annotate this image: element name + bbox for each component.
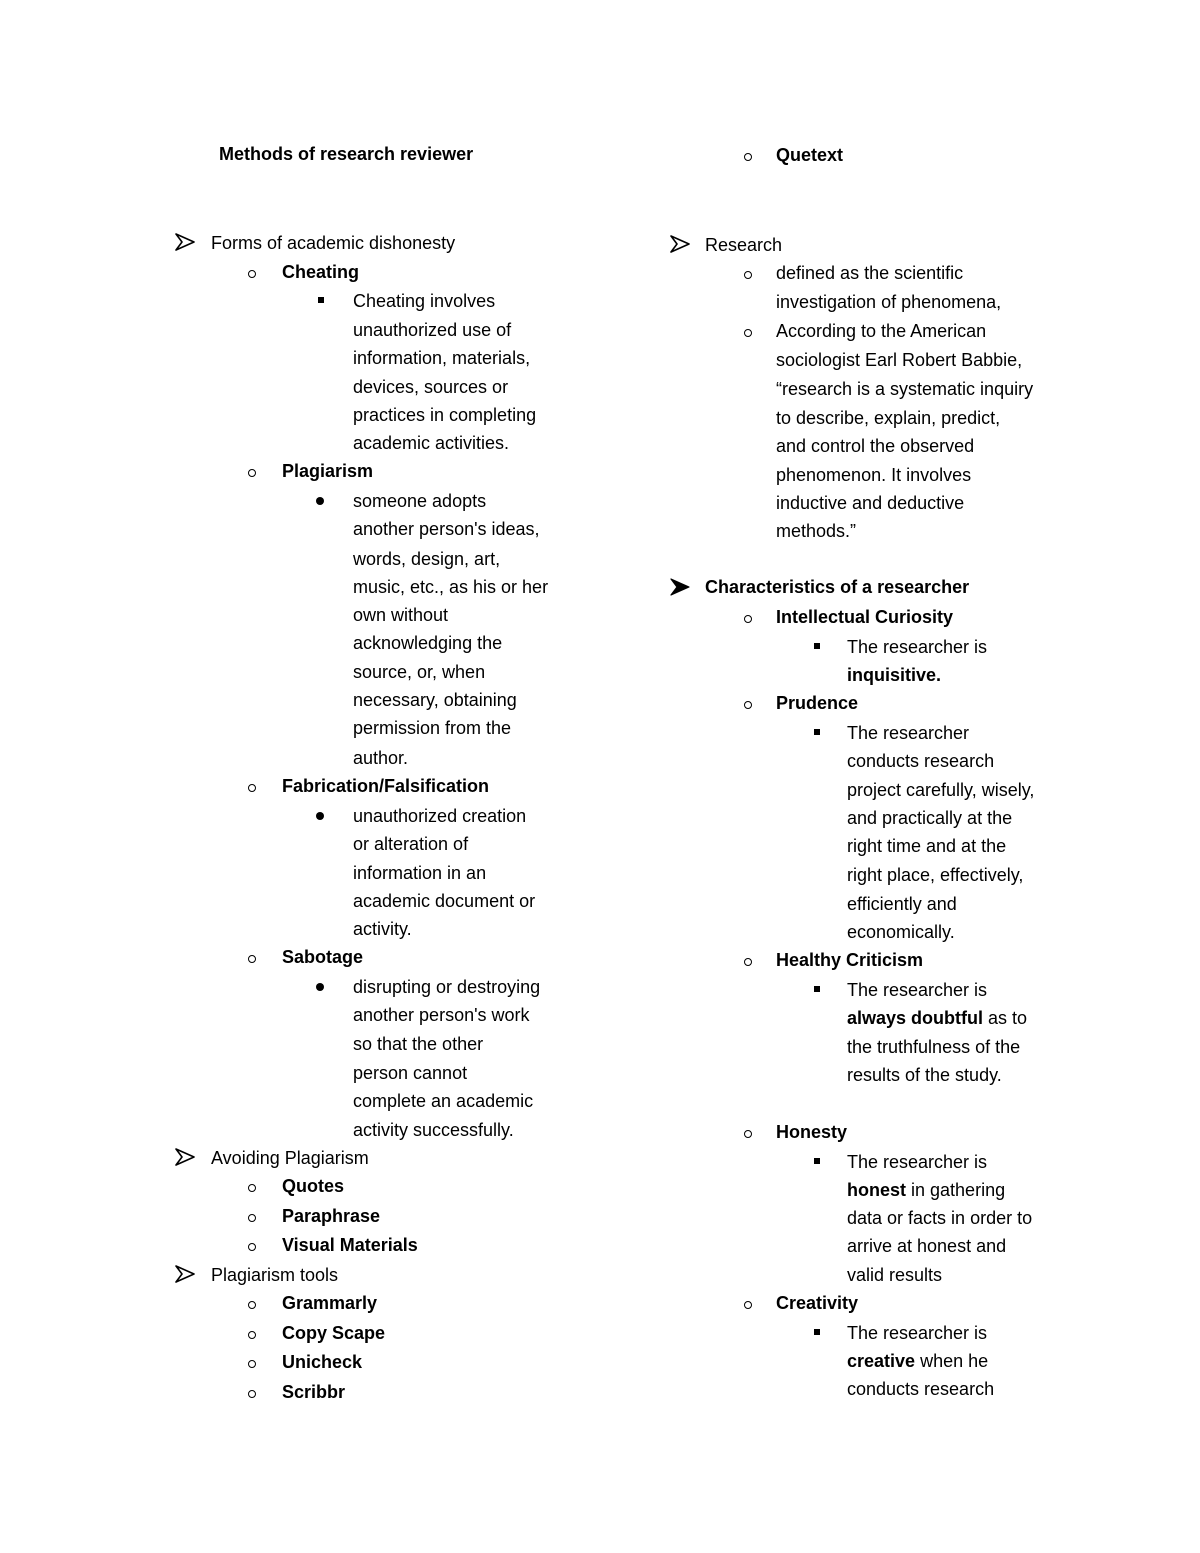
text-line: “research is a systematic inquiry bbox=[776, 379, 1034, 399]
text-line: necessary, obtaining bbox=[353, 690, 517, 710]
arrow-bullet-icon bbox=[670, 235, 690, 253]
dot-bullet-icon bbox=[316, 812, 324, 820]
circle-bullet-icon bbox=[744, 1130, 752, 1138]
list-item: Unicheck bbox=[282, 1352, 363, 1372]
square-bullet-icon bbox=[814, 1158, 820, 1164]
text-line: words, design, art, bbox=[353, 549, 501, 569]
text-line: methods.” bbox=[776, 521, 857, 541]
text-line: valid results bbox=[847, 1265, 943, 1285]
text-line: right place, effectively, bbox=[847, 865, 1024, 885]
dot-bullet-icon bbox=[316, 983, 324, 991]
arrow-bullet-icon bbox=[175, 233, 195, 251]
section-heading-research: Research bbox=[705, 235, 783, 255]
text-line: or alteration of bbox=[353, 834, 469, 854]
list-item: Quetext bbox=[776, 145, 844, 165]
section-heading-tools: Plagiarism tools bbox=[211, 1265, 339, 1285]
item-label-cheating: Cheating bbox=[282, 262, 360, 282]
circle-bullet-icon bbox=[744, 615, 752, 623]
text-line: permission from the bbox=[353, 718, 512, 738]
page-title: Methods of research reviewer bbox=[219, 144, 474, 164]
text-line: information, materials, bbox=[353, 348, 531, 368]
text-line: efficiently and bbox=[847, 894, 957, 914]
item-label-prudence: Prudence bbox=[776, 693, 859, 713]
circle-bullet-icon bbox=[248, 1331, 256, 1339]
text-line: the truthfulness of the bbox=[847, 1037, 1021, 1057]
text-line: person cannot bbox=[353, 1063, 468, 1083]
item-label-fabrication: Fabrication/Falsification bbox=[282, 776, 490, 796]
list-item: Quotes bbox=[282, 1176, 345, 1196]
list-item: Paraphrase bbox=[282, 1206, 381, 1226]
emphasis-text: always doubtful bbox=[847, 1008, 984, 1028]
circle-bullet-icon bbox=[248, 1360, 256, 1368]
item-label-honesty: Honesty bbox=[776, 1122, 848, 1142]
text-line: devices, sources or bbox=[353, 377, 509, 397]
arrow-bullet-icon bbox=[670, 578, 690, 596]
arrow-bullet-icon bbox=[175, 1265, 195, 1283]
text-line: activity. bbox=[353, 919, 412, 939]
text-line: acknowledging the bbox=[353, 633, 503, 653]
text-line: unauthorized creation bbox=[353, 806, 527, 826]
emphasis-text: creative bbox=[847, 1351, 916, 1371]
text-line: project carefully, wisely, bbox=[847, 780, 1035, 800]
text-line: own without bbox=[353, 605, 449, 625]
text-line: information in an bbox=[353, 863, 487, 883]
text-line: another person's ideas, bbox=[353, 519, 540, 539]
square-bullet-icon bbox=[814, 1329, 820, 1335]
text-line: inductive and deductive bbox=[776, 493, 965, 513]
text-line: Cheating involves bbox=[353, 291, 496, 311]
text-line: economically. bbox=[847, 922, 955, 942]
text-line: to describe, explain, predict, bbox=[776, 408, 1001, 428]
circle-bullet-icon bbox=[248, 270, 256, 278]
text-line: The researcher is bbox=[847, 1323, 988, 1343]
text-line: right time and at the bbox=[847, 836, 1007, 856]
item-label-criticism: Healthy Criticism bbox=[776, 950, 924, 970]
circle-bullet-icon bbox=[744, 1301, 752, 1309]
text-line: complete an academic bbox=[353, 1091, 534, 1111]
text-line: when he bbox=[915, 1351, 989, 1371]
text-line: in gathering bbox=[906, 1180, 1006, 1200]
circle-bullet-icon bbox=[744, 153, 752, 161]
text-line: as to bbox=[983, 1008, 1028, 1028]
text-line: results of the study. bbox=[847, 1065, 1002, 1085]
item-label-curiosity: Intellectual Curiosity bbox=[776, 607, 954, 627]
text-line: academic activities. bbox=[353, 433, 510, 453]
circle-bullet-icon bbox=[744, 271, 752, 279]
text-line: music, etc., as his or her bbox=[353, 577, 549, 597]
circle-bullet-icon bbox=[248, 1301, 256, 1309]
text-line: source, or, when bbox=[353, 662, 486, 682]
circle-bullet-icon bbox=[248, 469, 256, 477]
circle-bullet-icon bbox=[248, 955, 256, 963]
circle-bullet-icon bbox=[744, 958, 752, 966]
text-line: According to the American bbox=[776, 321, 987, 341]
text-line: so that the other bbox=[353, 1034, 484, 1054]
emphasis-text: inquisitive. bbox=[847, 665, 942, 685]
circle-bullet-icon bbox=[744, 329, 752, 337]
text-line: sociologist Earl Robert Babbie, bbox=[776, 350, 1023, 370]
section-heading-avoiding: Avoiding Plagiarism bbox=[211, 1148, 369, 1168]
circle-bullet-icon bbox=[248, 784, 256, 792]
text-line: author. bbox=[353, 748, 409, 768]
square-bullet-icon bbox=[318, 297, 324, 303]
section-heading-characteristics: Characteristics of a researcher bbox=[705, 577, 970, 597]
text-line: unauthorized use of bbox=[353, 320, 512, 340]
circle-bullet-icon bbox=[248, 1243, 256, 1251]
dot-bullet-icon bbox=[316, 497, 324, 505]
arrow-bullet-icon bbox=[175, 1148, 195, 1166]
text-line: The researcher bbox=[847, 723, 970, 743]
text-line: conducts research bbox=[847, 751, 995, 771]
text-line: data or facts in order to bbox=[847, 1208, 1033, 1228]
circle-bullet-icon bbox=[248, 1214, 256, 1222]
list-item: Copy Scape bbox=[282, 1323, 386, 1343]
text-line: and control the observed bbox=[776, 436, 975, 456]
text-line: someone adopts bbox=[353, 491, 487, 511]
square-bullet-icon bbox=[814, 986, 820, 992]
list-item: Scribbr bbox=[282, 1382, 346, 1402]
text-line: and practically at the bbox=[847, 808, 1013, 828]
text-line bbox=[847, 1009, 1027, 1027]
emphasis-text: honest bbox=[847, 1180, 907, 1200]
text-line: investigation of phenomena, bbox=[776, 292, 1002, 312]
text-line: disrupting or destroying bbox=[353, 977, 541, 997]
circle-bullet-icon bbox=[248, 1390, 256, 1398]
list-item: Visual Materials bbox=[282, 1235, 418, 1255]
item-label-plagiarism: Plagiarism bbox=[282, 461, 374, 481]
item-label-creativity: Creativity bbox=[776, 1293, 859, 1313]
section-heading-dishonesty: Forms of academic dishonesty bbox=[211, 233, 456, 253]
list-item: Grammarly bbox=[282, 1293, 378, 1313]
text-line: academic document or bbox=[353, 891, 536, 911]
text-line: practices in completing bbox=[353, 405, 537, 425]
circle-bullet-icon bbox=[248, 1184, 256, 1192]
text-line: conducts research bbox=[847, 1379, 995, 1399]
square-bullet-icon bbox=[814, 729, 820, 735]
text-line: phenomenon. It involves bbox=[776, 465, 972, 485]
circle-bullet-icon bbox=[744, 701, 752, 709]
item-label-sabotage: Sabotage bbox=[282, 947, 364, 967]
text-line: another person's work bbox=[353, 1005, 530, 1025]
text-line: defined as the scientific bbox=[776, 263, 964, 283]
text-line: The researcher is bbox=[847, 1152, 988, 1172]
square-bullet-icon bbox=[814, 643, 820, 649]
text-line: The researcher is bbox=[847, 637, 988, 657]
text-line: activity successfully. bbox=[353, 1120, 514, 1140]
text-line bbox=[847, 1352, 988, 1370]
text-line: The researcher is bbox=[847, 980, 988, 1000]
text-line: arrive at honest and bbox=[847, 1236, 1007, 1256]
text-line bbox=[847, 1181, 1005, 1199]
